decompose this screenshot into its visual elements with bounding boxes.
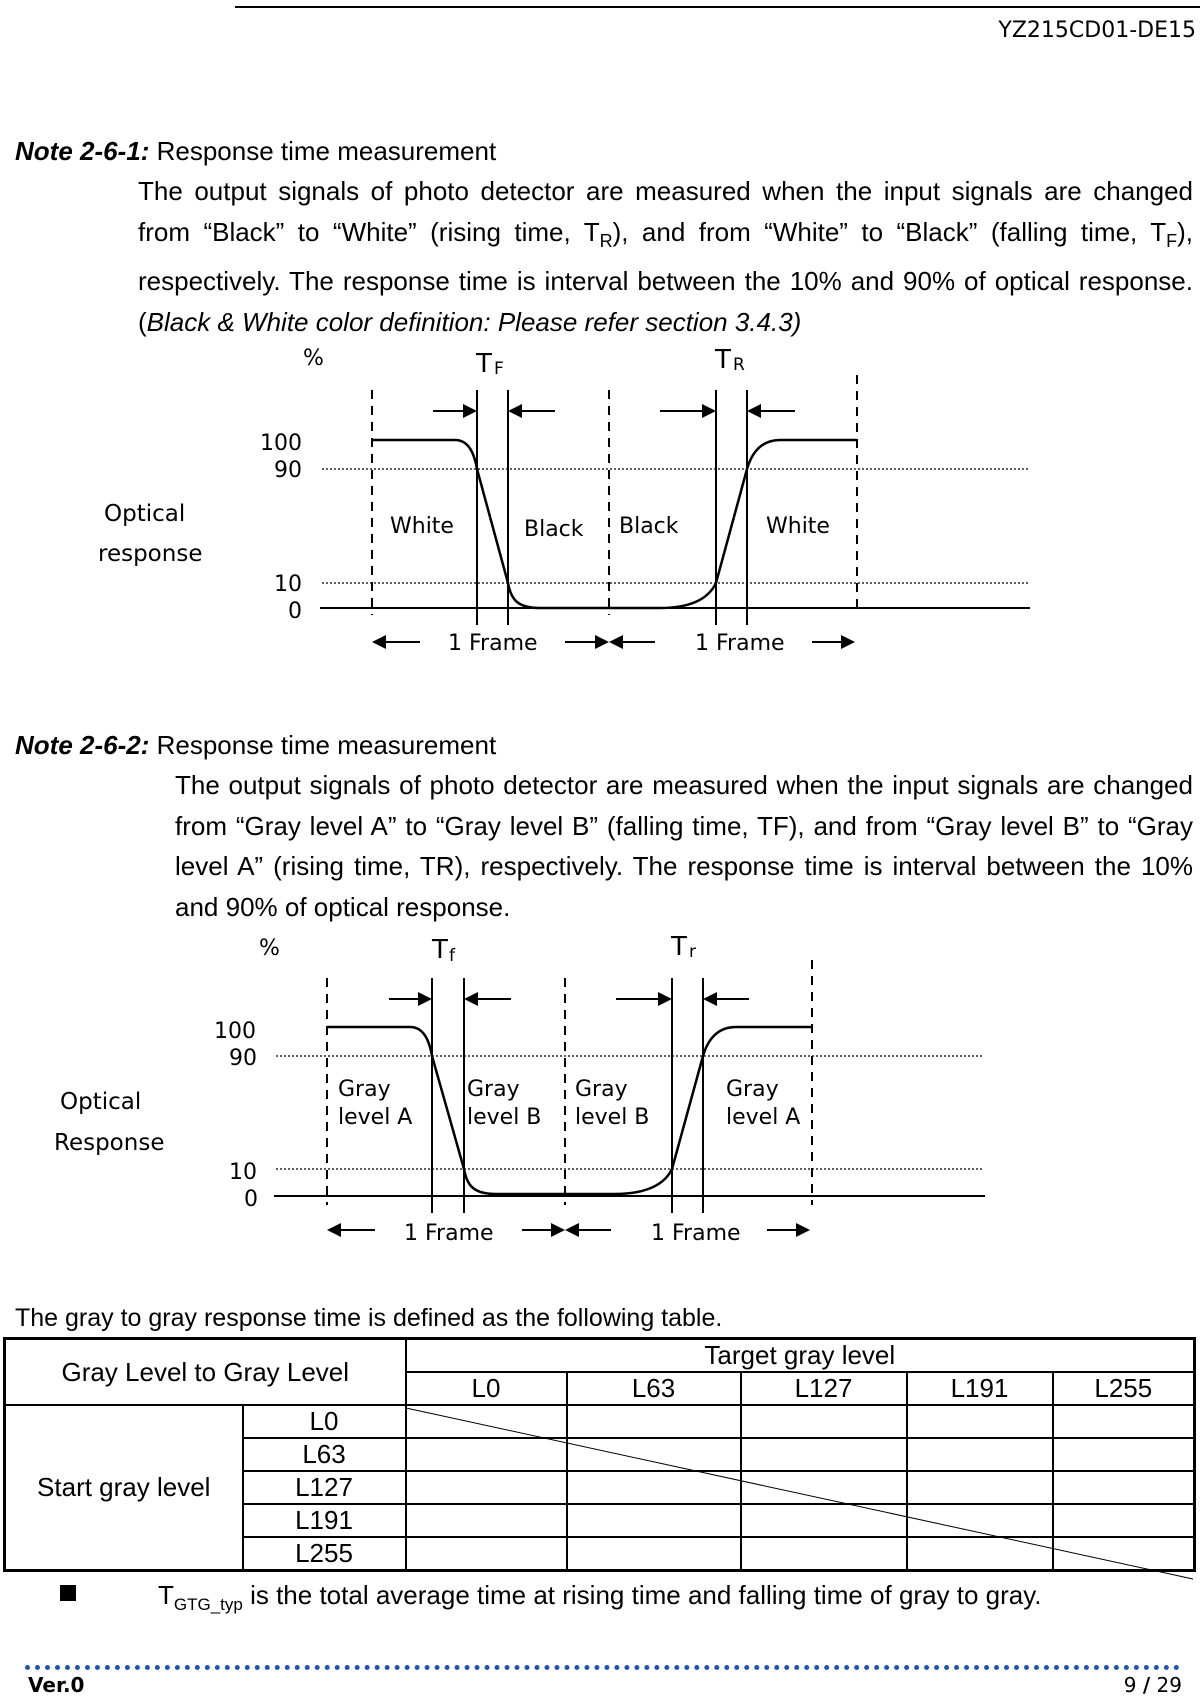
- y-tick-0: 0: [288, 599, 302, 624]
- y-tick-0: 0: [244, 1187, 258, 1212]
- tf-label: T: [432, 935, 448, 965]
- table-cell: [567, 1537, 741, 1571]
- table-cell: [567, 1471, 741, 1504]
- region-1-label-line-1: Gray: [338, 1077, 391, 1102]
- footer-version: Ver.0: [28, 1673, 85, 1697]
- start-row-header: L255: [243, 1537, 406, 1571]
- region-1-label-line-2: level A: [338, 1105, 413, 1130]
- tgtg-note: $T_{GTG\_typ}$ is the total average time at rising time and falling time of gray to gray.: [60, 1580, 1042, 1615]
- region-2-label-line-2: level B: [467, 1105, 542, 1130]
- table-cell: [406, 1537, 567, 1571]
- tr-subscript: R: [733, 355, 745, 375]
- note-2-label: Note 2-6-2:: [15, 730, 150, 760]
- y-axis-label-line-2: response: [98, 541, 203, 567]
- tf-subscript: F: [494, 359, 504, 379]
- table-cell: [1053, 1471, 1195, 1504]
- table-cell: [907, 1504, 1053, 1537]
- region-label-black-1: Black: [524, 517, 584, 542]
- table-cell: [1053, 1504, 1195, 1537]
- footer-dotted-rule: [25, 1665, 1180, 1670]
- table-cell: [406, 1438, 567, 1471]
- y-tick-100: 100: [214, 1019, 256, 1044]
- document-id: YZ215CD01-DE15: [998, 18, 1196, 43]
- note-1-heading: Response time measurement: [149, 136, 497, 166]
- tr-label: T: [715, 345, 731, 375]
- note-1-label: Note 2-6-1:: [15, 136, 150, 166]
- frame-1-label: 1 Frame: [448, 631, 538, 656]
- footer-page-number: 9 / 29: [1123, 1673, 1182, 1697]
- table-cell: [741, 1438, 907, 1471]
- y-axis-label-line-1: Optical: [104, 501, 186, 527]
- table-cell: [1053, 1537, 1195, 1571]
- table-cell: [567, 1438, 741, 1471]
- table-corner-header: Gray Level to Gray Level: [5, 1339, 406, 1406]
- table-cell: [567, 1405, 741, 1438]
- table-cell: [406, 1405, 567, 1438]
- gray-to-gray-table: [3, 1337, 1196, 1572]
- tf-subscript: f: [449, 946, 455, 966]
- note-1-paragraph: The output signals of photo detector are measured when the input signals are changed from “Black” to “White” (rising time, $T_R$), and from “White” to “Black” (falling time, $T_F$), respectively. The response time is interval between the 10% and 90% of optical response. (Black & White color definition: Please refer section 3.4.3): [138, 176, 1193, 337]
- table-cell: [907, 1471, 1053, 1504]
- region-3-label-line-1: Gray: [575, 1077, 628, 1102]
- table-cell: [406, 1504, 567, 1537]
- frame-1-label: 1 Frame: [404, 1221, 494, 1246]
- table-caption: The gray to gray response time is defined as the following table.: [15, 1304, 723, 1332]
- square-bullet-icon: [60, 1585, 76, 1601]
- region-label-black-2: Black: [619, 514, 679, 539]
- y-axis-label-line-2: Response: [54, 1130, 165, 1156]
- table-cell: [741, 1405, 907, 1438]
- table-cell: [1053, 1405, 1195, 1438]
- region-label-white-1: White: [390, 514, 454, 539]
- y-tick-90: 90: [229, 1046, 257, 1071]
- target-header-cell: L0: [406, 1372, 567, 1405]
- table-cell: [741, 1471, 907, 1504]
- percent-label: %: [303, 346, 324, 371]
- region-2-label-line-1: Gray: [467, 1077, 520, 1102]
- target-gray-level-header: Target gray level: [406, 1339, 1195, 1373]
- start-gray-level-header: Start gray level: [5, 1405, 243, 1571]
- frame-2-label: 1 Frame: [695, 631, 785, 656]
- y-tick-10: 10: [274, 572, 302, 597]
- percent-label: %: [259, 936, 280, 961]
- start-row-header: L0: [243, 1405, 406, 1438]
- table-cell: [741, 1537, 907, 1571]
- target-header-cell: L191: [907, 1372, 1053, 1405]
- table-cell: [741, 1504, 907, 1537]
- tr-label: T: [671, 932, 687, 962]
- start-row-header: L191: [243, 1504, 406, 1537]
- table-cell: [907, 1438, 1053, 1471]
- start-row-header: L127: [243, 1471, 406, 1504]
- y-tick-90: 90: [274, 458, 302, 483]
- target-header-cell: L127: [741, 1372, 907, 1405]
- region-3-label-line-2: level B: [575, 1105, 650, 1130]
- tr-subscript: r: [689, 942, 696, 962]
- region-label-white-2: White: [766, 514, 830, 539]
- region-4-label-line-1: Gray: [726, 1077, 779, 1102]
- target-header-cell: L63: [567, 1372, 741, 1405]
- y-tick-10: 10: [229, 1160, 257, 1185]
- note-2-paragraph: The output signals of photo detector are measured when the input signals are changed from “Gray level A” to “Gray level B” (falling time, TF), and from “Gray level B” to “Gray level A” (rising time, TR), respectively. The response time is interval between the 10% and 90% of optical response.: [175, 770, 1193, 922]
- table-cell: [907, 1537, 1053, 1571]
- start-row-header: L63: [243, 1438, 406, 1471]
- y-tick-100: 100: [260, 431, 302, 456]
- table-cell: [907, 1405, 1053, 1438]
- table-cell: [406, 1471, 567, 1504]
- y-axis-label-line-1: Optical: [60, 1089, 142, 1115]
- table-cell: [567, 1504, 741, 1537]
- tf-label: T: [476, 349, 492, 379]
- target-header-cell: L255: [1053, 1372, 1195, 1405]
- note-2-heading: Response time measurement: [149, 730, 497, 760]
- table-cell: [1053, 1438, 1195, 1471]
- region-4-label-line-2: level A: [726, 1105, 801, 1130]
- frame-2-label: 1 Frame: [651, 1221, 741, 1246]
